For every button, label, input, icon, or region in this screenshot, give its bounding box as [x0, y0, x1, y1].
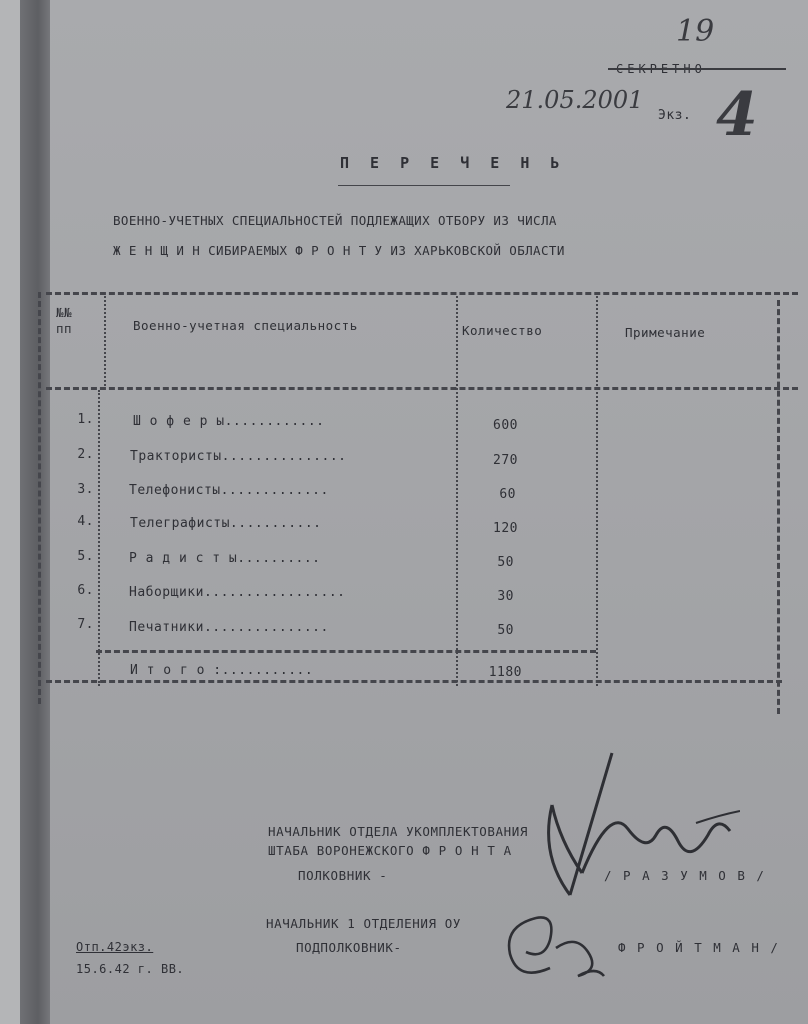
- title-underline: [338, 185, 510, 186]
- table-header-border: [46, 387, 798, 390]
- page-edge: [0, 0, 22, 1024]
- signer1-rank: ПОЛКОВНИК -: [298, 868, 388, 883]
- dispatch-note: Отп.42экз.: [76, 940, 154, 954]
- row-number: 1.: [77, 412, 94, 427]
- row-quantity: 120: [493, 521, 518, 536]
- total-quantity: 1180: [488, 665, 522, 680]
- row-quantity: 30: [497, 589, 514, 604]
- table-total-border: [96, 650, 596, 653]
- header-note: Примечание: [625, 325, 706, 340]
- signature-razumov: [500, 745, 740, 905]
- row-number: 7.: [77, 617, 94, 632]
- archive-number: 19: [676, 14, 715, 49]
- handwritten-date: 21.05.2001: [506, 86, 644, 114]
- row-quantity: 270: [493, 453, 518, 468]
- signer2-title: НАЧАЛЬНИК 1 ОТДЕЛЕНИЯ ОУ: [266, 916, 462, 931]
- col-divider-qty: [456, 296, 458, 686]
- signer1-name: / Р А З У М О В /: [604, 868, 766, 883]
- col-divider-num-body: [98, 390, 100, 686]
- row-number: 3.: [77, 482, 94, 497]
- row-specialty: Печатники...............: [129, 620, 329, 635]
- row-number: 2.: [77, 447, 94, 462]
- row-specialty: Ш о ф е р ы............: [133, 414, 325, 429]
- row-quantity: 60: [499, 487, 516, 502]
- document-title: П Е Р Е Ч Е Н Ь: [340, 154, 566, 172]
- header-num: №№ пп: [56, 305, 73, 336]
- row-quantity: 50: [497, 555, 514, 570]
- table-left-border: [38, 292, 41, 704]
- header-specialty: Военно-учетная специальность: [133, 318, 358, 333]
- row-specialty: Наборщики.................: [129, 585, 346, 600]
- table-top-border: [46, 292, 798, 295]
- row-quantity: 600: [493, 418, 518, 433]
- header-quantity: Количество: [462, 323, 543, 338]
- row-quantity: 50: [497, 623, 514, 638]
- table-bottom-border: [46, 680, 782, 683]
- binding-strip: [20, 0, 50, 1024]
- row-specialty: Телефонисты.............: [129, 483, 329, 498]
- signer1-title-line1: НАЧАЛЬНИК ОТДЕЛА УКОМПЛЕКТОВАНИЯ: [268, 824, 529, 839]
- secret-stamp: СЕКРЕТНО: [616, 62, 706, 76]
- row-specialty: Телеграфисты...........: [130, 516, 322, 531]
- col-divider-num: [104, 296, 106, 386]
- dispatch-date: 15.6.42 г. ВВ.: [76, 962, 185, 976]
- signature-froitman: [496, 900, 616, 990]
- row-specialty: Трактористы...............: [130, 449, 347, 464]
- document-subtitle-line1: ВОЕННО-УЧЕТНЫХ СПЕЦИАЛЬНОСТЕЙ ПОДЛЕЖАЩИХ ОТБОРУ ИЗ ЧИСЛА: [113, 213, 557, 228]
- total-label: И т о г о :...........: [130, 663, 314, 678]
- col-divider-note: [596, 296, 598, 686]
- table-right-border: [777, 300, 780, 714]
- copy-label: Экз.: [658, 108, 692, 123]
- signer1-title-line2: ШТАБА ВОРОНЕЖСКОГО Ф Р О Н Т А: [268, 843, 512, 858]
- row-number: 4.: [77, 514, 94, 529]
- strike-through: [608, 68, 786, 70]
- row-number: 5.: [77, 549, 94, 564]
- row-specialty: Р а д и с т ы..........: [129, 551, 321, 566]
- handwritten-mark: 4: [716, 80, 758, 150]
- document-subtitle-line2: Ж Е Н Щ И Н СИБИРАЕМЫХ Ф Р О Н Т У ИЗ ХАРЬКОВСКОЙ ОБЛАСТИ: [113, 243, 565, 258]
- row-number: 6.: [77, 583, 94, 598]
- signer2-name: Ф Р О Й Т М А Н /: [618, 940, 780, 955]
- signer2-rank: ПОДПОЛКОВНИК-: [296, 940, 402, 955]
